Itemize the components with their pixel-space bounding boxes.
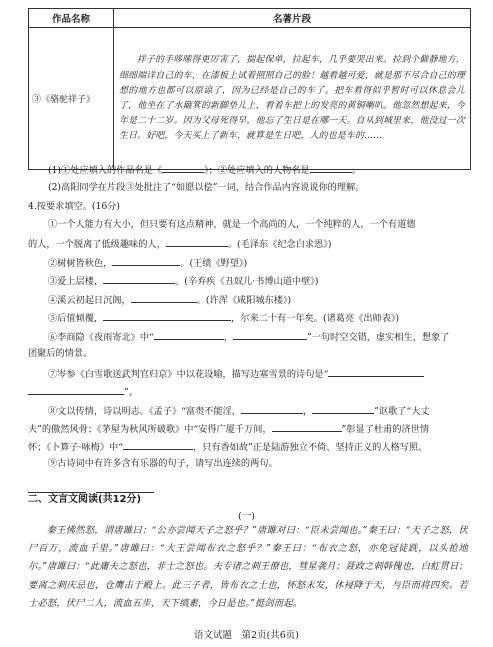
question-4-9: ⑨古诗词中有许多含有乐器的句子，请写出连续的两句。 xyxy=(48,458,278,469)
section-title: 二、文言文阅读(共12分) xyxy=(28,494,142,505)
table-header-excerpt: 名著片段 xyxy=(114,9,471,28)
question-4-2: ②树树皆秋色， 。(王绩《野望》) xyxy=(48,255,247,271)
answer-blank[interactable] xyxy=(28,384,124,395)
question-4-6-line1: ⑥李商隐《夜雨寄北》中“ ， ”一句时空交错，虚实相生，想象了 xyxy=(48,329,449,345)
question-4-5: ⑤后值倾覆， ，尔来二十有一年矣。(诸葛亮《出师表》) xyxy=(48,310,399,326)
excerpt-table xyxy=(28,8,471,170)
question-4-title: 4.按要求填空。(16分) xyxy=(28,201,120,212)
answer-blank[interactable] xyxy=(312,403,374,414)
question-2: (2)高阳同学在片段③处批注了“如愿以偿”一词，结合作品内容说说你的理解。 xyxy=(48,182,365,193)
question-4-7-line1: ⑦岑参《白雪歌送武判官归京》中以花设喻，描写边塞雪景的诗句是“ xyxy=(48,366,424,382)
question-4-8-line1: ⑧文以传情，诗以明志。《孟子》“富贵不能淫， ， ”讴歌了“大丈 xyxy=(48,403,430,419)
question-4-6-line2: 团聚后的情景。 xyxy=(28,348,93,359)
question-4-8-line2: 夫”的傲然风骨；《茅屋为秋风所破歌》中“安得广厦千万间， ”彰显了杜甫的济世情 xyxy=(28,421,429,437)
answer-blank[interactable] xyxy=(310,162,352,173)
question-4-1-line2: 的人，一个脱离了低级趣味的人， 。(毛泽东《纪念白求恩》) xyxy=(28,236,331,252)
question-4-8-line3: 怀；《卜算子·咏梅》中“ ，只有香如故”正是陆游独立不倚、坚持正义的人格写照。 xyxy=(28,439,427,455)
classical-paragraph: 秦王怫然怒，谓唐雎曰：“公亦尝闻天子之怒乎？”唐雎对曰：“臣未尝闻也。”秦王曰：“天子之怒，伏尸百万，流血千里。”唐雎曰：“大王尝闻布衣之怒乎？”秦王曰：“布衣之怒，亦免冠徒跣，以头抢地尔。”唐雎曰：“此庸夫之怒也，非士之怒也。夫专诸之刺王僚也，彗星袭月；聂政之刺韩傀也，白虹贯日；要离之刺庆忌也，仓鹰击于殿上。此三子者，皆布衣之士也，怀怒未发，休祲降于天，与臣而将四矣。若士必怒，伏尸二人，流血五步，天下缟素，今日是也。”挺剑而起。 xyxy=(28,525,468,609)
excerpt-text: 祥子的手哆嗦得更厉害了，揣起保单，拉起车，几乎要哭出来。拉到个僻静地方，细细端详自己的车，在漆板上试着照照自己的脸！越看越可爱，就是那不尽合自己的理想的地方也都可以原谅了，因为已经是自己的车了。把车看得似乎暂时可以休息会儿了，他坐在了水簸箕的新脚垫儿上，看着车把上的发亮的黄铜喇叭。他忽然想起来，今年是二十二岁。因为父母死得早，他忘了生日是在哪一天。自从到城里来，他没过一次生日。好吧，今天买上了新车，就算是生日吧，人的也是车的…… xyxy=(119,55,465,142)
question-4-1-line1: ①一个人能力有大小，但只要有这点精神，就是一个高尚的人，一个纯粹的人，一个有道德 xyxy=(48,219,416,230)
question-4-3: ③爱上层楼， 。(辛弃疾《丑奴儿·书博山道中壁》) xyxy=(48,273,318,289)
answer-blank[interactable] xyxy=(103,310,231,321)
section-subtitle: (一) xyxy=(238,511,255,522)
table-header-work: 作品名称 xyxy=(29,9,114,28)
question-1: (1)①处应填入的作品名是《 》；②处应填入的人物名是 。 xyxy=(48,162,361,178)
answer-blank[interactable] xyxy=(162,162,204,173)
answer-blank[interactable] xyxy=(241,403,303,414)
excerpt-cell xyxy=(114,28,471,170)
answer-blank[interactable] xyxy=(328,366,424,377)
page-footer: 语文试题 第2页(共6页) xyxy=(193,630,299,641)
question-4-4: ④溪云初起日沉阁， 。(许浑《咸阳城东楼》) xyxy=(48,292,291,308)
classical-passage xyxy=(28,522,468,613)
answer-blank[interactable] xyxy=(123,439,193,450)
answer-blank[interactable] xyxy=(272,421,342,432)
answer-blank[interactable] xyxy=(233,329,307,340)
answer-blank[interactable] xyxy=(154,329,224,340)
answer-blank[interactable] xyxy=(131,292,197,303)
work-name-cell: ③《骆驼祥子》 xyxy=(29,28,114,170)
question-4-7-line2: ”。 xyxy=(28,384,138,400)
answer-blank[interactable] xyxy=(166,236,228,247)
answer-blank[interactable] xyxy=(112,255,180,266)
answer-blank[interactable] xyxy=(103,273,175,284)
